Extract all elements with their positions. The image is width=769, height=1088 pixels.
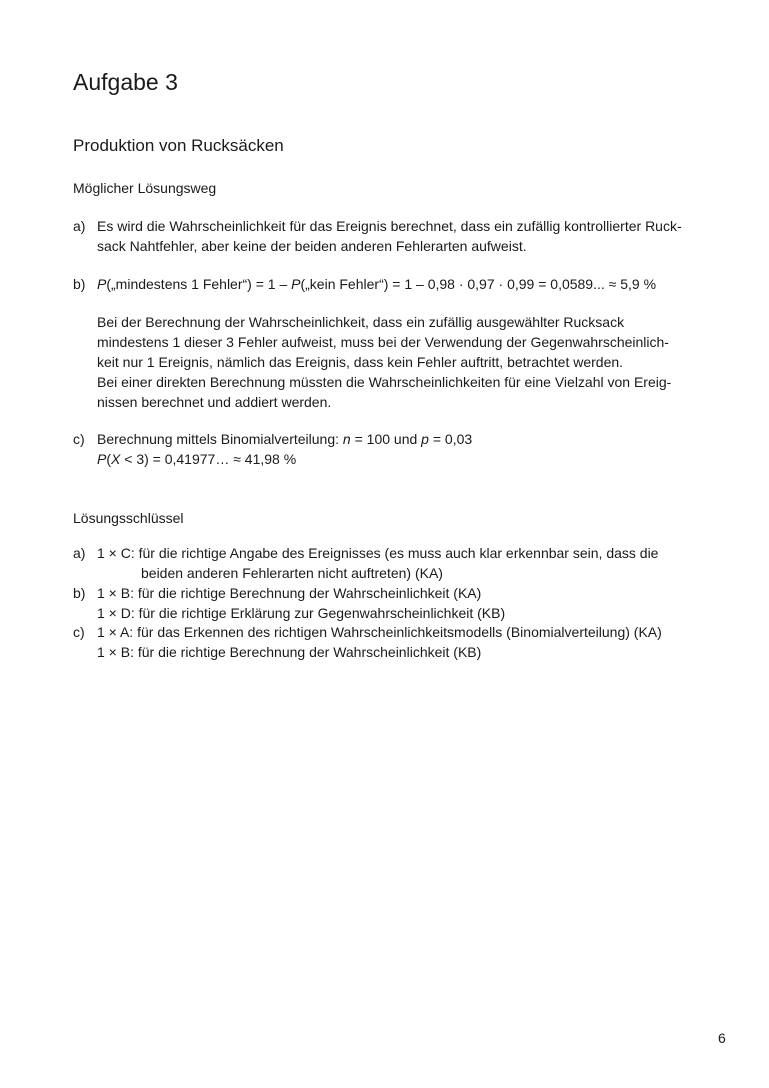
text-line: nissen berechnet und addiert werden. [97, 394, 332, 410]
math-symbol: P [97, 276, 107, 292]
math-symbol: p [421, 431, 429, 447]
math-symbol: P [291, 276, 301, 292]
text-line [97, 429, 693, 449]
math-symbol: n [342, 431, 351, 447]
key-item-b [73, 583, 693, 623]
item-label: a) [73, 545, 86, 561]
key-item-c [73, 622, 693, 662]
formula-line [97, 449, 693, 469]
page-title: Aufgabe 3 [73, 69, 178, 95]
solution-item-b [73, 274, 693, 412]
formula-text: („kein Fehler“) = 1 – 0,98 · 0,97 · 0,99 = 0,0589... ≈ 5,9 % [300, 276, 657, 292]
text-line: 1 × A: für das Erkennen des richtigen Wahrscheinlichkeitsmodells (Binomialverteilung) (KA) [97, 624, 662, 640]
text-line: 1 × B: für die richtige Berechnung der Wahrscheinlichkeit (KB) [97, 644, 482, 660]
text-line: beiden anderen Fehlerarten nicht auftreten) (KA) [141, 565, 443, 581]
solution-item-a [73, 216, 693, 256]
text-line: Bei der Berechnung der Wahrscheinlichkeit, dass ein zufällig ausgewählter Rucksack [97, 314, 625, 330]
text-line: sack Nahtfehler, aber keine der beiden anderen Fehlerarten aufweist. [97, 238, 527, 254]
solution-heading: Möglicher Lösungsweg [73, 180, 217, 196]
key-heading: Lösungsschlüssel [73, 510, 184, 526]
formula-text: ( [106, 451, 112, 467]
formula-text: < 3) = 0,41977… ≈ 41,98 % [120, 451, 297, 467]
text-line: 1 × D: für die richtige Erklärung zur Gegenwahrscheinlichkeit (KB) [97, 605, 506, 621]
math-symbol: P [97, 451, 107, 467]
item-label: c) [73, 431, 85, 447]
text-line: 1 × C: für die richtige Angabe des Ereignisses (es muss auch klar erkennbar sein, dass die [97, 545, 659, 561]
solution-item-c [73, 429, 693, 469]
formula-line [97, 274, 693, 294]
item-label: b) [73, 585, 86, 601]
text-segment: = 100 und [350, 431, 422, 447]
item-label: a) [73, 218, 86, 234]
math-symbol: X [111, 451, 121, 467]
item-label: c) [73, 624, 85, 640]
formula-text: („mindestens 1 Fehler“) = 1 – [106, 276, 292, 292]
page-number: 6 [718, 1030, 726, 1046]
text-line: mindestens 1 dieser 3 Fehler aufweist, muss bei der Verwendung der Gegenwahrscheinlich- [97, 334, 669, 350]
text-line: 1 × B: für die richtige Berechnung der Wahrscheinlichkeit (KA) [97, 585, 482, 601]
text-line: keit nur 1 Ereignis, nämlich das Ereignis, dass kein Fehler auftritt, betrachtet werden. [97, 354, 624, 370]
text-line: Es wird die Wahrscheinlichkeit für das Ereignis berechnet, dass ein zufällig kontrollierter Ruck- [97, 218, 682, 234]
text-line: Bei einer direkten Berechnung müssten die Wahrscheinlichkeiten für eine Vielzahl von Ereig- [97, 374, 672, 390]
key-item-a [73, 543, 693, 583]
explanation-paragraph [97, 312, 693, 412]
text-segment: Berechnung mittels Binomialverteilung: [97, 431, 343, 447]
text-segment: = 0,03 [428, 431, 473, 447]
item-label: b) [73, 276, 86, 292]
section-title: Produktion von Rucksäcken [73, 136, 284, 155]
